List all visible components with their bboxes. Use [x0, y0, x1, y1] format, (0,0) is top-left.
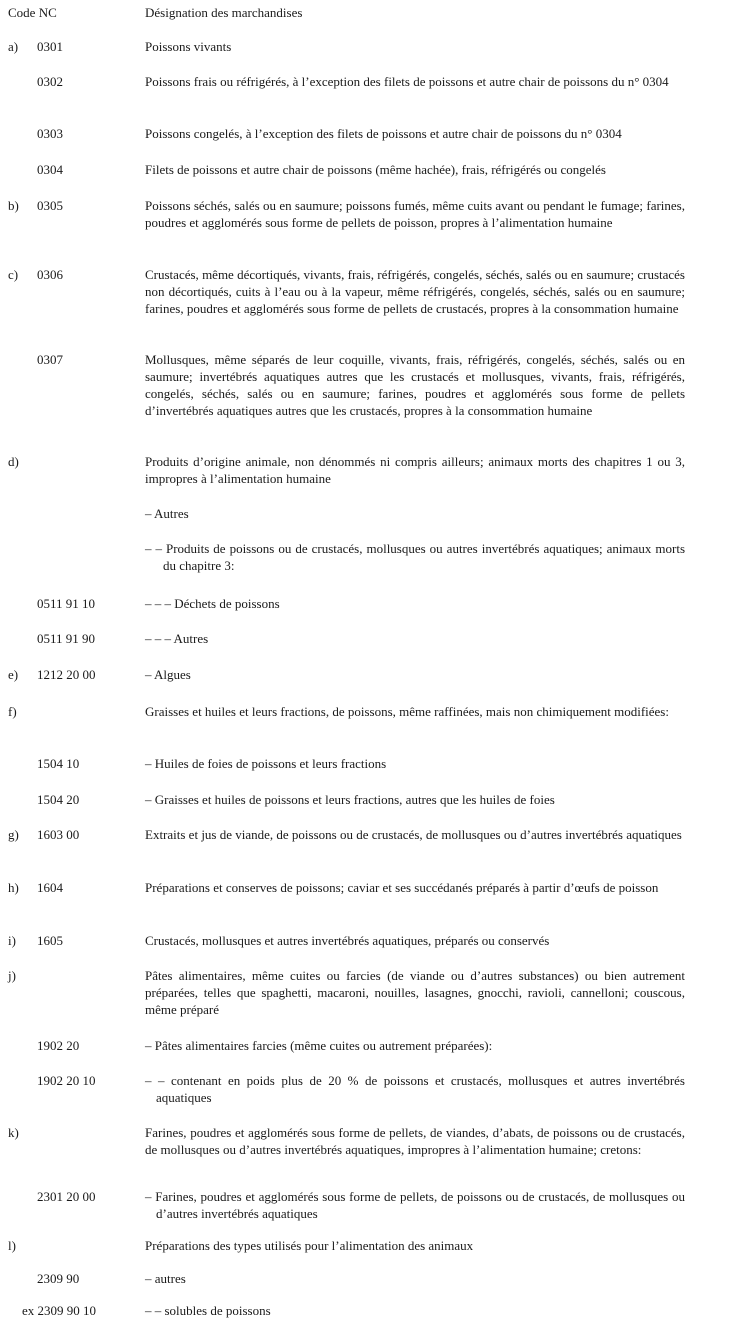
row-description: Filets de poissons et autre chair de poissons (même hachée), frais, réfrigérés ou congelés — [145, 162, 606, 177]
row-description: Crustacés, même décortiqués, vivants, frais, réfrigérés, congelés, séchés, salés ou en saumure; crustacés non décortiqués, cuits à l’eau ou à la vapeur, même réfrigérés, congelés, séchés, salés ou en saumure; farines, poudres et agglomérés sous forme de pellets de crustacés, propres à la consommation humaine — [145, 267, 685, 316]
row-description: Crustacés, mollusques et autres invertébrés aquatiques, préparés ou conservés — [145, 933, 550, 948]
row-description: Farines, poudres et agglomérés sous forme de pellets, de viandes, d’abats, de poissons ou de crustacés, de mollusques ou d’autres invertébrés aquatiques, impropres à l’alimentation humaine; cretons: — [145, 1125, 685, 1157]
row-description: – Pâtes alimentaires farcies (même cuites ou autrement préparées): — [145, 1038, 493, 1053]
row-code: 1212 20 00 — [37, 667, 96, 682]
row-letter: f) — [8, 704, 17, 719]
row-description: – autres — [145, 1271, 186, 1286]
code-column-header: Code NC — [8, 5, 57, 20]
row-code: 0303 — [37, 126, 63, 141]
row-code: 1605 — [37, 933, 63, 948]
row-code: 1504 10 — [37, 756, 80, 771]
row-code: 2309 90 — [37, 1271, 80, 1286]
row-description: – – solubles de poissons — [145, 1303, 271, 1318]
row-description: – – contenant en poids plus de 20 % de poissons et crustacés, mollusques et autres invertébrés aquatiques — [145, 1073, 685, 1105]
row-letter: c) — [8, 267, 19, 282]
row-description: Préparations des types utilisés pour l’alimentation des animaux — [145, 1238, 474, 1253]
row-letter: g) — [8, 827, 19, 842]
row-code: 1902 20 10 — [37, 1073, 96, 1088]
row-description: Poissons congelés, à l’exception des filets de poissons et autre chair de poissons du n° 0304 — [145, 126, 622, 141]
row-code: 0511 91 90 — [37, 631, 96, 646]
row-description: Poissons frais ou réfrigérés, à l’exception des filets de poissons et autre chair de poissons du n° 0304 — [145, 74, 669, 89]
row-description: Préparations et conserves de poissons; caviar et ses succédanés préparés à partir d’œufs de poisson — [145, 880, 659, 895]
row-description: – Algues — [145, 667, 191, 682]
row-letter: b) — [8, 198, 19, 213]
row-description: – Autres — [145, 506, 189, 521]
row-letter: d) — [8, 454, 19, 469]
row-description: Poissons séchés, salés ou en saumure; poissons fumés, même cuits avant ou pendant le fumage; farines, poudres et agglomérés sous forme de pellets de poisson, propres à l’alimentation humaine — [145, 198, 685, 230]
row-description: – – – Autres — [145, 631, 209, 646]
row-code: 0301 — [37, 39, 63, 54]
row-description: Mollusques, même séparés de leur coquille, vivants, frais, réfrigérés, congelés, séchés, salés ou en saumure; invertébrés aquatiques autres que les crustacés et mollusques, vivants, frais, réfrigérés, congelés, séchés, salés ou en saumure; farines, poudres et agglomérés sous forme de pellets d’invertébrés aquatiques autres que les crustacés, propres à la consommation humaine — [145, 352, 685, 418]
row-description: – – – Déchets de poissons — [145, 596, 280, 611]
row-code: 1902 20 — [37, 1038, 80, 1053]
row-code: ex 2309 90 10 — [22, 1303, 97, 1318]
row-code: 0306 — [37, 267, 63, 282]
row-code: 0307 — [37, 352, 63, 367]
row-code: 1604 — [37, 880, 63, 895]
row-description: Pâtes alimentaires, même cuites ou farcies (de viande ou d’autres substances) ou bien autrement préparées, telles que spaghetti, macaroni, nouilles, lasagnes, gnocchi, ravioli, cannelloni; couscous, même préparé — [145, 968, 685, 1017]
row-letter: a) — [8, 39, 19, 54]
table-header — [8, 4, 748, 21]
row-letter: j) — [8, 968, 16, 983]
row-code: 1603 00 — [37, 827, 80, 842]
row-letter: h) — [8, 880, 19, 895]
row-description: Poissons vivants — [145, 39, 232, 54]
row-letter: l) — [8, 1238, 16, 1253]
row-letter: e) — [8, 667, 19, 682]
row-code: 0511 91 10 — [37, 596, 96, 611]
row-code: 2301 20 00 — [37, 1189, 96, 1204]
row-description: – Huiles de foies de poissons et leurs fractions — [145, 756, 387, 771]
row-code: 0304 — [37, 162, 63, 177]
row-description: – – Produits de poissons ou de crustacés, mollusques ou autres invertébrés aquatiques; animaux morts du chapitre 3: — [145, 541, 685, 573]
row-letter: i) — [8, 933, 16, 948]
row-description: Extraits et jus de viande, de poissons ou de crustacés, de mollusques ou d’autres invertébrés aquatiques — [145, 827, 682, 842]
row-code: 1504 20 — [37, 792, 80, 807]
row-code: 0302 — [37, 74, 63, 89]
row-letter: k) — [8, 1125, 19, 1140]
row-code: 0305 — [37, 198, 63, 213]
row-description: Produits d’origine animale, non dénommés ni compris ailleurs; animaux morts des chapitres 1 ou 3, impropres à l’alimentation humaine — [145, 454, 685, 486]
row-description: – Farines, poudres et agglomérés sous forme de pellets, de poissons ou de crustacés, de mollusques ou d’autres invertébrés aquatiques — [145, 1189, 685, 1221]
description-column-header: Désignation des marchandises — [145, 5, 303, 20]
row-description: – Graisses et huiles de poissons et leurs fractions, autres que les huiles de foies — [145, 792, 555, 807]
row-description: Graisses et huiles et leurs fractions, de poissons, même raffinées, mais non chimiquement modifiées: — [145, 704, 669, 719]
